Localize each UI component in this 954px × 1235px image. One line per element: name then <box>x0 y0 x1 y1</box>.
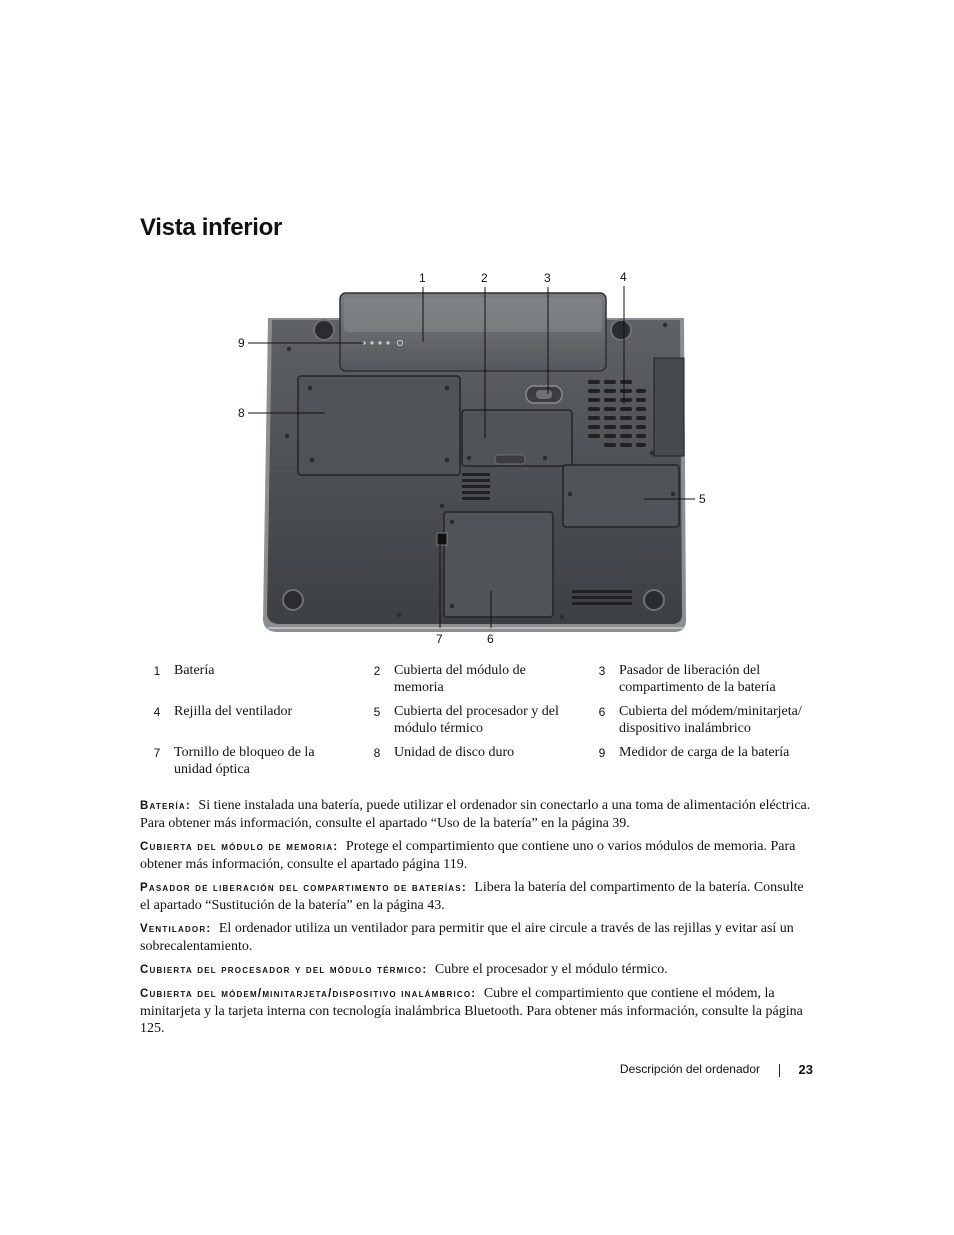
callout-1: 1 <box>419 271 426 285</box>
legend-item <box>360 662 585 696</box>
footer-divider <box>779 1064 780 1077</box>
memory-module-cover <box>462 410 572 466</box>
description-term: Cubierta del módulo de memoria: <box>140 841 339 853</box>
legend-number: 6 <box>598 705 606 719</box>
footer-section-title: Descripción del ordenador <box>619 1062 760 1076</box>
description-paragraph <box>140 797 816 832</box>
legend-number: 7 <box>153 746 161 760</box>
description-paragraph <box>140 920 816 955</box>
legend-item <box>140 662 360 696</box>
legend-item <box>140 744 360 778</box>
legend-number: 1 <box>153 664 161 678</box>
legend-number: 8 <box>373 746 381 760</box>
callout-4: 4 <box>620 270 627 284</box>
description-text: Libera la batería del compartimento de la batería. Consulte el apartado “Sustitución de la batería” en la página 43. <box>140 880 804 913</box>
description-term: Ventilador: <box>140 923 212 935</box>
legend-text: Rejilla del ventilador <box>174 704 293 719</box>
legend-number: 2 <box>373 664 381 678</box>
legend-item <box>585 703 820 737</box>
legend-number: 9 <box>598 746 606 760</box>
hard-drive-cover <box>298 376 460 475</box>
page-title: Vista inferior <box>140 214 283 241</box>
battery <box>340 293 606 371</box>
legend-number: 3 <box>598 664 606 678</box>
description-paragraph <box>140 961 816 979</box>
legend-item <box>585 744 820 778</box>
callout-6: 6 <box>487 632 494 646</box>
description-term: Batería: <box>140 800 191 812</box>
legend-number: 5 <box>373 705 381 719</box>
description-term: Pasador de liberación del compartimento de baterías: <box>140 882 467 894</box>
callout-9: 9 <box>238 336 245 350</box>
callout-8: 8 <box>238 406 245 420</box>
callout-5: 5 <box>699 492 706 506</box>
callout-2: 2 <box>481 271 488 285</box>
legend-text: Medidor de carga de la batería <box>619 745 790 760</box>
description-paragraph <box>140 838 816 873</box>
legend-text: Batería <box>174 663 215 678</box>
legend-item <box>360 703 585 737</box>
battery-release-latch <box>526 386 562 403</box>
processor-thermal-cover <box>563 465 679 527</box>
legend-item <box>140 703 360 737</box>
legend-row <box>140 744 820 778</box>
legend-row <box>140 662 820 696</box>
description-text: Si tiene instalada una batería, puede utilizar el ordenador sin conectarlo a una toma de alimentación eléctrica. Para obtener más información, consulte el apartado “Uso de la batería” en la página 39. <box>140 798 811 831</box>
legend-text: Unidad de disco duro <box>394 745 515 760</box>
legend-item <box>585 662 820 696</box>
description-paragraph <box>140 879 816 914</box>
legend-text: Tornillo de bloqueo de la unidad óptica <box>174 745 315 777</box>
legend-text: Pasador de liberación del compartimento de la batería <box>619 663 776 695</box>
modem-minicard-cover <box>444 512 553 617</box>
callout-7: 7 <box>436 632 443 646</box>
side-edge-strip <box>654 358 684 456</box>
page-number: 23 <box>798 1062 813 1077</box>
legend-row <box>140 703 820 737</box>
description-paragraph <box>140 985 816 1037</box>
callout-3: 3 <box>544 271 551 285</box>
legend-text: Cubierta del módulo de memoria <box>394 663 526 695</box>
description-term: Cubierta del módem/minitarjeta/dispositivo inalámbrico: <box>140 988 477 1000</box>
description-term: Cubierta del procesador y del módulo térmico: <box>140 964 428 976</box>
figure-legend <box>140 662 820 785</box>
description-text: El ordenador utiliza un ventilador para permitir que el aire circule a través de las rejillas y evitar así un sobrecalentamiento. <box>140 921 794 954</box>
optical-drive-lock-screw <box>437 533 447 545</box>
legend-number: 4 <box>153 705 161 719</box>
component-descriptions <box>140 797 816 1043</box>
page-footer <box>560 1062 816 1082</box>
laptop-bottom-view-figure <box>230 264 720 654</box>
description-text: Cubre el compartimiento que contiene el módem, la minitarjeta y la tarjeta interna con tecnología inalámbrica Bluetooth. Para obtener más información, consulte la página 125. <box>140 986 803 1036</box>
legend-text: Cubierta del módem/minitarjeta/ dispositivo inalámbrico <box>619 704 802 736</box>
description-text: Protege el compartimiento que contiene uno o varios módulos de memoria. Para obtener más información, consulte el apartado página 119. <box>140 839 796 872</box>
description-text: Cubre el procesador y el módulo térmico. <box>434 962 668 977</box>
legend-item <box>360 744 585 778</box>
legend-text: Cubierta del procesador y del módulo térmico <box>394 704 559 736</box>
bottom-vent <box>572 590 632 605</box>
